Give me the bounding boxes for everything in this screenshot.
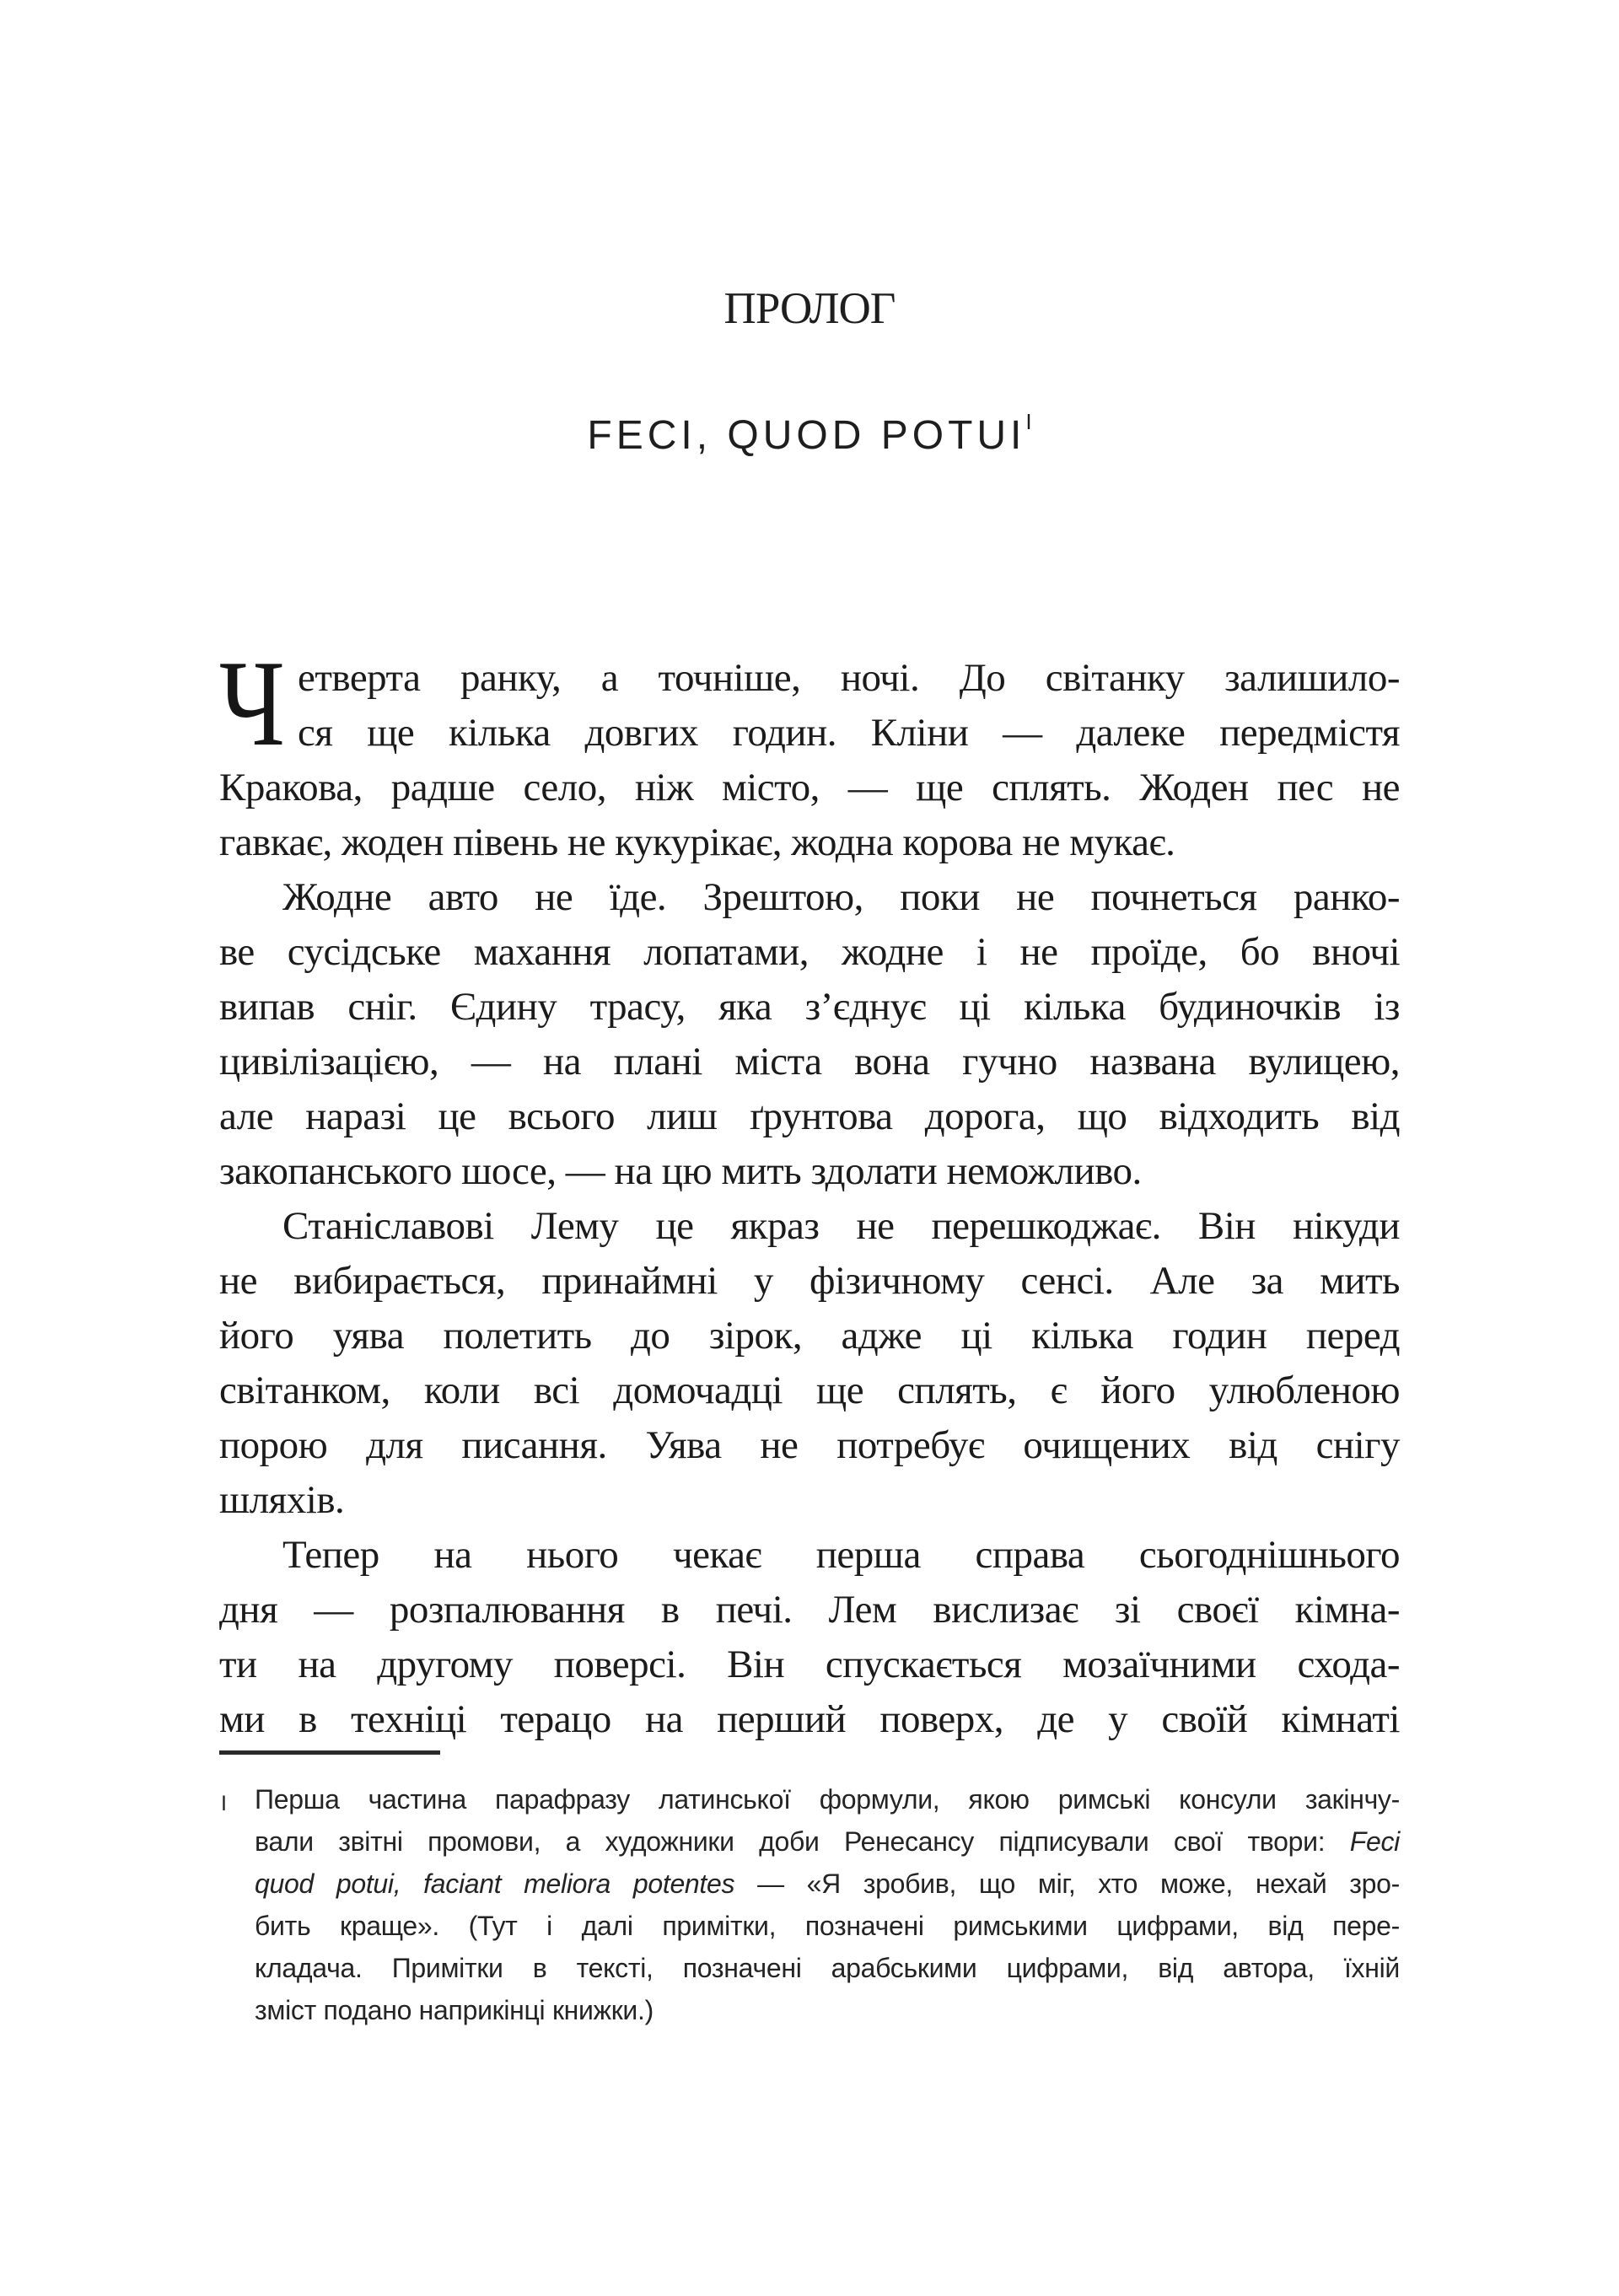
body-line: шляхів. [219,1478,345,1522]
footnote-ref: I [1025,409,1032,434]
footnote-lines [255,1778,1400,2031]
body-line: Жодне авто не їде. Зрештою, поки не почнеться ранко- [282,875,1400,919]
footnote-line [255,1778,1400,1820]
body-line: етверта ранку, а точніше, ночі. До світанку залишило- [298,656,1400,700]
paragraph [219,1199,1400,1528]
footnote-line [255,1863,1400,1905]
body-line: цивілізацією, — на плані міста вона гучно названа вулицею, [219,1040,1400,1083]
footnote-text-segment: бить краще». (Тут і далі примітки, позначені римськими цифрами, від пере- [255,1911,1400,1941]
paragraph [219,635,1400,870]
body-line: випав сніг. Єдину трасу, яка з’єднує ці кілька будиночків із [219,985,1400,1029]
drop-cap: Ч [219,635,285,772]
footnote-text-segment: вали звітні промови, а художники доби Ренесансу підписували свої твори: [255,1826,1350,1857]
body-line: ти на другому поверсі. Він спускається мозаїчними схода- [219,1643,1400,1686]
body-line: порою для писання. Уява не потребує очищених від снігу [219,1423,1400,1467]
paragraph [219,1528,1400,1747]
footnote-line [255,1989,1400,2031]
chapter-subtitle [0,409,1619,459]
body-line: ве сусідське махання лопатами, жодне і не проїде, бо вночі [219,930,1400,974]
paragraph [219,870,1400,1199]
body-line: не вибирається, принаймні у фізичному сенсі. Але за мить [219,1259,1400,1303]
chapter-subtitle-text: FECI, QUOD POTUI [587,413,1026,458]
footnote-line [255,1820,1400,1863]
body-line: його уява полетить до зірок, адже ці кілька годин перед [219,1314,1400,1358]
chapter-title: ПРОЛОГ [723,284,896,333]
footnote-separator [219,1750,440,1755]
footnote [219,1778,1400,2031]
footnote-latin-phrase: quod potui, faciant meliora potentes [255,1869,735,1899]
body-line: ся ще кілька довгих годин. Кліни — далеке передмістя [298,711,1400,755]
body-line: закопанського шосе, — на цю мить здолати неможливо. [219,1149,1142,1193]
body-line: Кракова, радше село, ніж місто, — ще сплять. Жоден пес не [219,766,1400,809]
body-line: дня — розпалювання в печі. Лем вислизає зі своєї кімна- [219,1588,1400,1632]
footnote-text-segment: — «Я зробив, що міг, хто може, нехай зро- [734,1869,1401,1899]
footnote-text-segment: кладача. Примітки в тексті, позначені арабськими цифрами, від автора, їхній [255,1953,1400,1983]
body-line: Станіславові Лему це якраз не перешкоджає. Він нікуди [282,1204,1400,1248]
footnote-line [255,1947,1400,1989]
footnote-marker: І [221,1792,227,1815]
footnote-text-segment: зміст подано наприкінці книжки.) [255,1995,654,2025]
footnote-line [255,1905,1400,1947]
body-line: але наразі це всього лиш ґрунтова дорога, що відходить від [219,1094,1400,1138]
body-line: Тепер на нього чекає перша справа сьогоднішнього [282,1533,1400,1577]
body-line: гавкає, жоден півень не кукурікає, жодна корова не мукає. [219,820,1175,864]
body-line: світанком, коли всі домочадці ще сплять, є його улюбленою [219,1368,1400,1412]
body-text [219,635,1400,1747]
footnote-text-segment: Перша частина парафразу латинської формули, якою римські консули закінчу- [255,1784,1400,1815]
body-line: ми в техніці терацо на перший поверх, де у своїй кімнаті [219,1697,1400,1741]
footnote-latin-phrase: Feci [1349,1826,1400,1857]
